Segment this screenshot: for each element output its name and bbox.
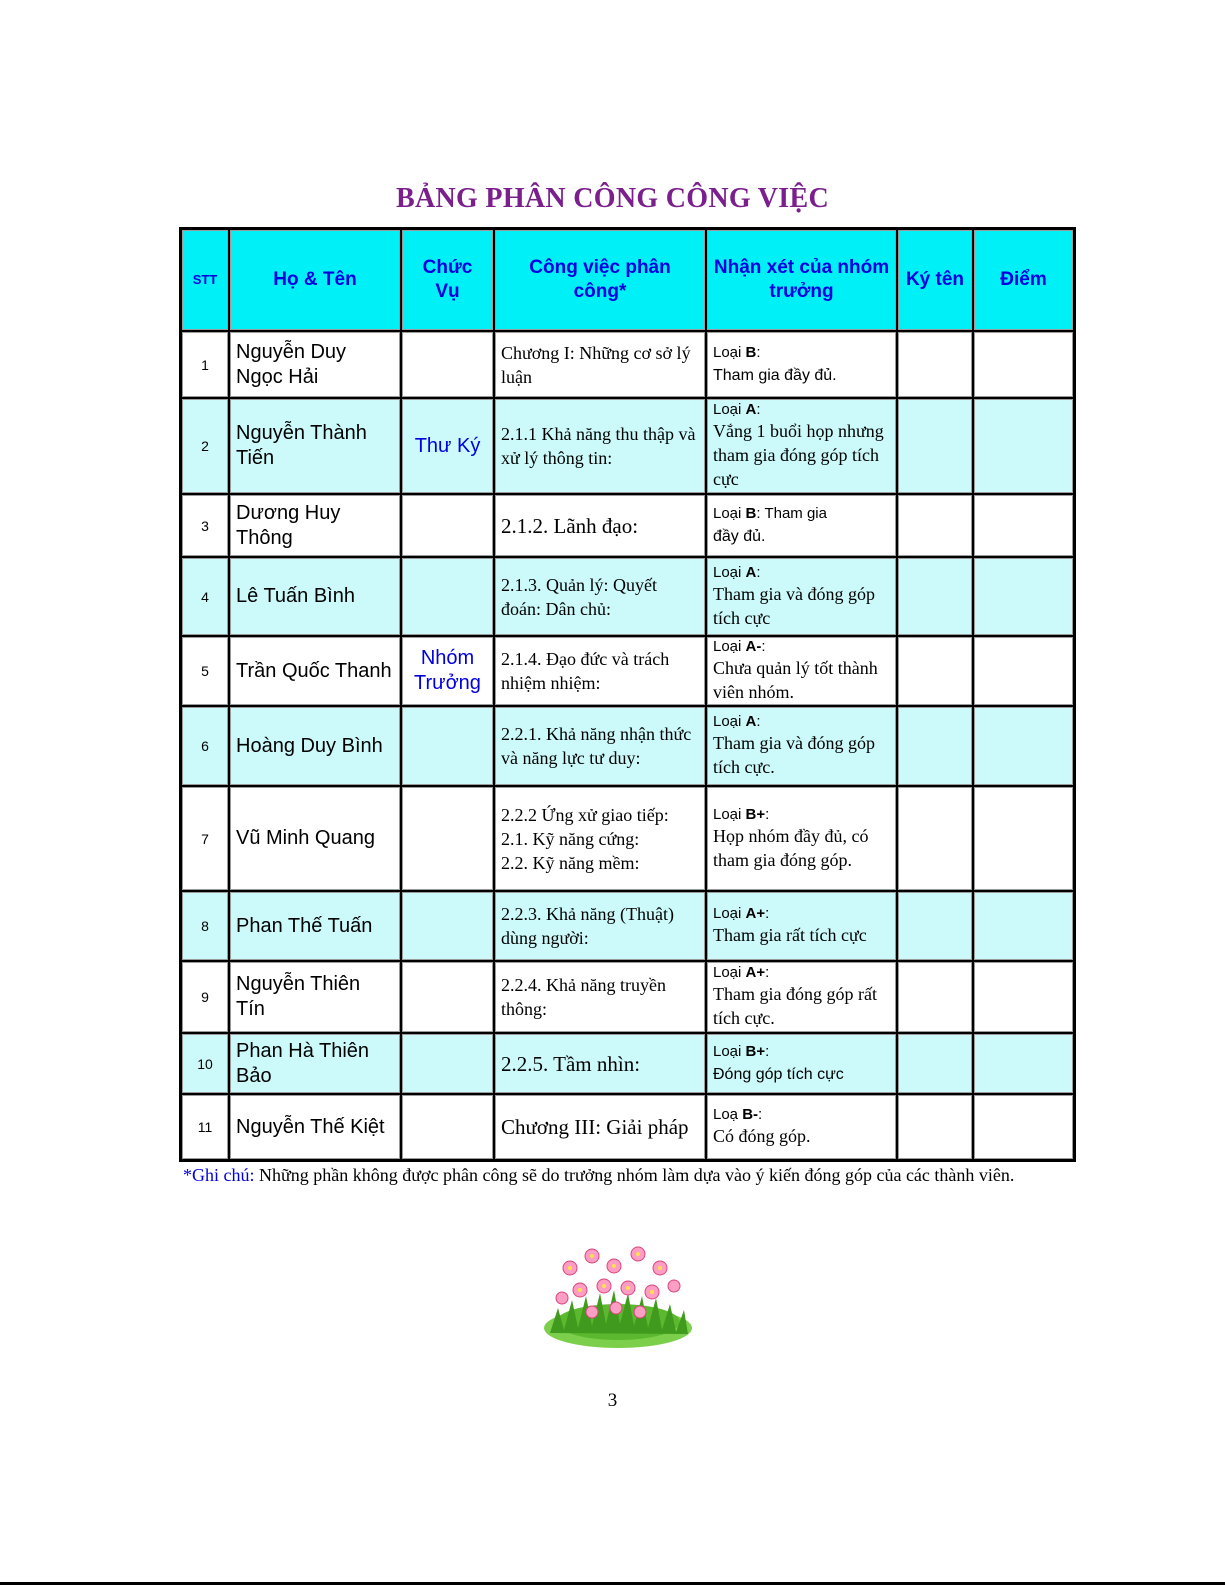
row-name: Nguyễn Thiên Tín bbox=[229, 961, 401, 1033]
table-row bbox=[181, 398, 1074, 494]
row-name: Nguyễn Thành Tiến bbox=[229, 398, 401, 494]
row-stt: 4 bbox=[181, 557, 229, 636]
row-task: 2.2.5. Tầm nhìn: bbox=[494, 1033, 706, 1094]
grade-label: Loạ B-: bbox=[713, 1106, 763, 1123]
row-comment: Loại B: Tham gia đầy đủ. bbox=[706, 494, 897, 557]
row-role bbox=[401, 786, 494, 891]
footnote-text: Những phần không được phân công sẽ do trưởng nhóm làm dựa vào ý kiến đóng góp của các thành viên. bbox=[254, 1165, 1015, 1185]
row-name: Lê Tuấn Bình bbox=[229, 557, 401, 636]
row-comment: Loại A: Tham gia và đóng góp tích cực. bbox=[706, 706, 897, 786]
row-role bbox=[401, 961, 494, 1033]
table-row bbox=[181, 1033, 1074, 1094]
row-signature bbox=[897, 636, 973, 706]
grade-label: Loại B+: bbox=[713, 1042, 770, 1060]
row-task: 2.2.3. Khả năng (Thuật) dùng người: bbox=[494, 891, 706, 961]
grade-label: Loại A: bbox=[713, 713, 761, 730]
row-role: Nhóm Trưởng bbox=[401, 636, 494, 706]
table-row bbox=[181, 1094, 1074, 1160]
row-task: 2.1.1 Khả năng thu thập và xử lý thông tin: bbox=[494, 398, 706, 494]
row-task: Chương I: Những cơ sở lý luận bbox=[494, 331, 706, 398]
row-stt: 9 bbox=[181, 961, 229, 1033]
row-score bbox=[973, 1094, 1074, 1160]
row-stt: 5 bbox=[181, 636, 229, 706]
grade-label: Loại B: bbox=[713, 343, 761, 361]
row-stt: 10 bbox=[181, 1033, 229, 1094]
row-name: Hoàng Duy Bình bbox=[229, 706, 401, 786]
row-role bbox=[401, 494, 494, 557]
row-signature bbox=[897, 1094, 973, 1160]
row-comment: Loạ B-: Có đóng góp. bbox=[706, 1094, 897, 1160]
row-stt: 8 bbox=[181, 891, 229, 961]
row-score bbox=[973, 494, 1074, 557]
grade-label: Loại B: Tham gia bbox=[713, 504, 827, 522]
row-name: Nguyễn Duy Ngọc Hải bbox=[229, 331, 401, 398]
row-signature bbox=[897, 331, 973, 398]
row-name: Phan Hà Thiên Bảo bbox=[229, 1033, 401, 1094]
row-score bbox=[973, 331, 1074, 398]
header-task: Công việc phân công* bbox=[494, 229, 706, 331]
row-stt: 3 bbox=[181, 494, 229, 557]
row-comment: Loại A-: Chưa quản lý tốt thành viên nhóm. bbox=[706, 636, 897, 706]
header-score: Điểm bbox=[973, 229, 1074, 331]
footnote bbox=[183, 1163, 1063, 1187]
row-score bbox=[973, 636, 1074, 706]
row-name: Vũ Minh Quang bbox=[229, 786, 401, 891]
row-stt: 1 bbox=[181, 331, 229, 398]
row-task: 2.2.2 Ứng xử giao tiếp: 2.1. Kỹ năng cứng: 2.2. Kỹ năng mềm: bbox=[494, 786, 706, 891]
table-row bbox=[181, 786, 1074, 891]
row-name: Nguyễn Thế Kiệt bbox=[229, 1094, 401, 1160]
row-comment: Loại B: Tham gia đầy đủ. bbox=[706, 331, 897, 398]
row-stt: 7 bbox=[181, 786, 229, 891]
row-stt: 11 bbox=[181, 1094, 229, 1160]
row-comment: Loại A+: Tham gia đóng góp rất tích cực. bbox=[706, 961, 897, 1033]
row-role bbox=[401, 1033, 494, 1094]
header-name: Họ & Tên bbox=[229, 229, 401, 331]
row-role bbox=[401, 1094, 494, 1160]
row-name: Dương Huy Thông bbox=[229, 494, 401, 557]
assignment-table bbox=[179, 227, 1076, 1162]
table-header-row bbox=[181, 229, 1074, 331]
row-role bbox=[401, 331, 494, 398]
row-comment: Loại A: Vắng 1 buổi họp nhưng tham gia đóng góp tích cực bbox=[706, 398, 897, 494]
row-stt: 2 bbox=[181, 398, 229, 494]
header-stt: STT bbox=[181, 229, 229, 331]
table-row bbox=[181, 891, 1074, 961]
row-task: Chương III: Giải pháp bbox=[494, 1094, 706, 1160]
row-score bbox=[973, 398, 1074, 494]
row-score bbox=[973, 961, 1074, 1033]
row-signature bbox=[897, 398, 973, 494]
flower-bush-illustration bbox=[540, 1238, 695, 1350]
header-comment: Nhận xét của nhóm trưởng bbox=[706, 229, 897, 331]
table-row bbox=[181, 557, 1074, 636]
row-role bbox=[401, 557, 494, 636]
row-score bbox=[973, 557, 1074, 636]
row-name: Trần Quốc Thanh bbox=[229, 636, 401, 706]
row-signature bbox=[897, 891, 973, 961]
row-role bbox=[401, 891, 494, 961]
table-row bbox=[181, 961, 1074, 1033]
row-task: 2.2.1. Khả năng nhận thức và năng lực tư duy: bbox=[494, 706, 706, 786]
row-name: Phan Thế Tuấn bbox=[229, 891, 401, 961]
grade-label: Loại A: bbox=[713, 563, 761, 581]
row-comment: Loại B+: Đóng góp tích cực bbox=[706, 1033, 897, 1094]
row-comment: Loại B+: Họp nhóm đầy đủ, có tham gia đóng góp. bbox=[706, 786, 897, 891]
row-signature bbox=[897, 961, 973, 1033]
row-signature bbox=[897, 786, 973, 891]
row-role bbox=[401, 706, 494, 786]
grade-label: Loại B+: bbox=[713, 805, 770, 823]
row-score bbox=[973, 1033, 1074, 1094]
grade-label: Loại A: bbox=[713, 401, 761, 418]
footnote-label: *Ghi chú: bbox=[183, 1165, 255, 1185]
header-role: Chức Vụ bbox=[401, 229, 494, 331]
page-number: 3 bbox=[607, 1390, 618, 1411]
row-task: 2.1.2. Lãnh đạo: bbox=[494, 494, 706, 557]
row-comment: Loại A: Tham gia và đóng góp tích cực bbox=[706, 557, 897, 636]
table-row bbox=[181, 494, 1074, 557]
row-signature bbox=[897, 494, 973, 557]
row-task: 2.1.4. Đạo đức và trách nhiệm nhiệm: bbox=[494, 636, 706, 706]
grade-label: Loại A+: bbox=[713, 905, 770, 922]
row-signature bbox=[897, 706, 973, 786]
row-score bbox=[973, 891, 1074, 961]
table-row bbox=[181, 636, 1074, 706]
row-task: 2.1.3. Quản lý: Quyết đoán: Dân chủ: bbox=[494, 557, 706, 636]
row-signature bbox=[897, 557, 973, 636]
table-row bbox=[181, 706, 1074, 786]
header-signature: Ký tên bbox=[897, 229, 973, 331]
row-role: Thư Ký bbox=[401, 398, 494, 494]
row-score bbox=[973, 706, 1074, 786]
grade-label: Loại A-: bbox=[713, 638, 766, 655]
row-task: 2.2.4. Khả năng truyền thông: bbox=[494, 961, 706, 1033]
page-title: BẢNG PHÂN CÔNG CÔNG VIỆC bbox=[396, 183, 829, 214]
grade-label: Loại A+: bbox=[713, 964, 770, 981]
row-stt: 6 bbox=[181, 706, 229, 786]
table-row bbox=[181, 331, 1074, 398]
row-signature bbox=[897, 1033, 973, 1094]
row-score bbox=[973, 786, 1074, 891]
row-comment: Loại A+: Tham gia rất tích cực bbox=[706, 891, 897, 961]
